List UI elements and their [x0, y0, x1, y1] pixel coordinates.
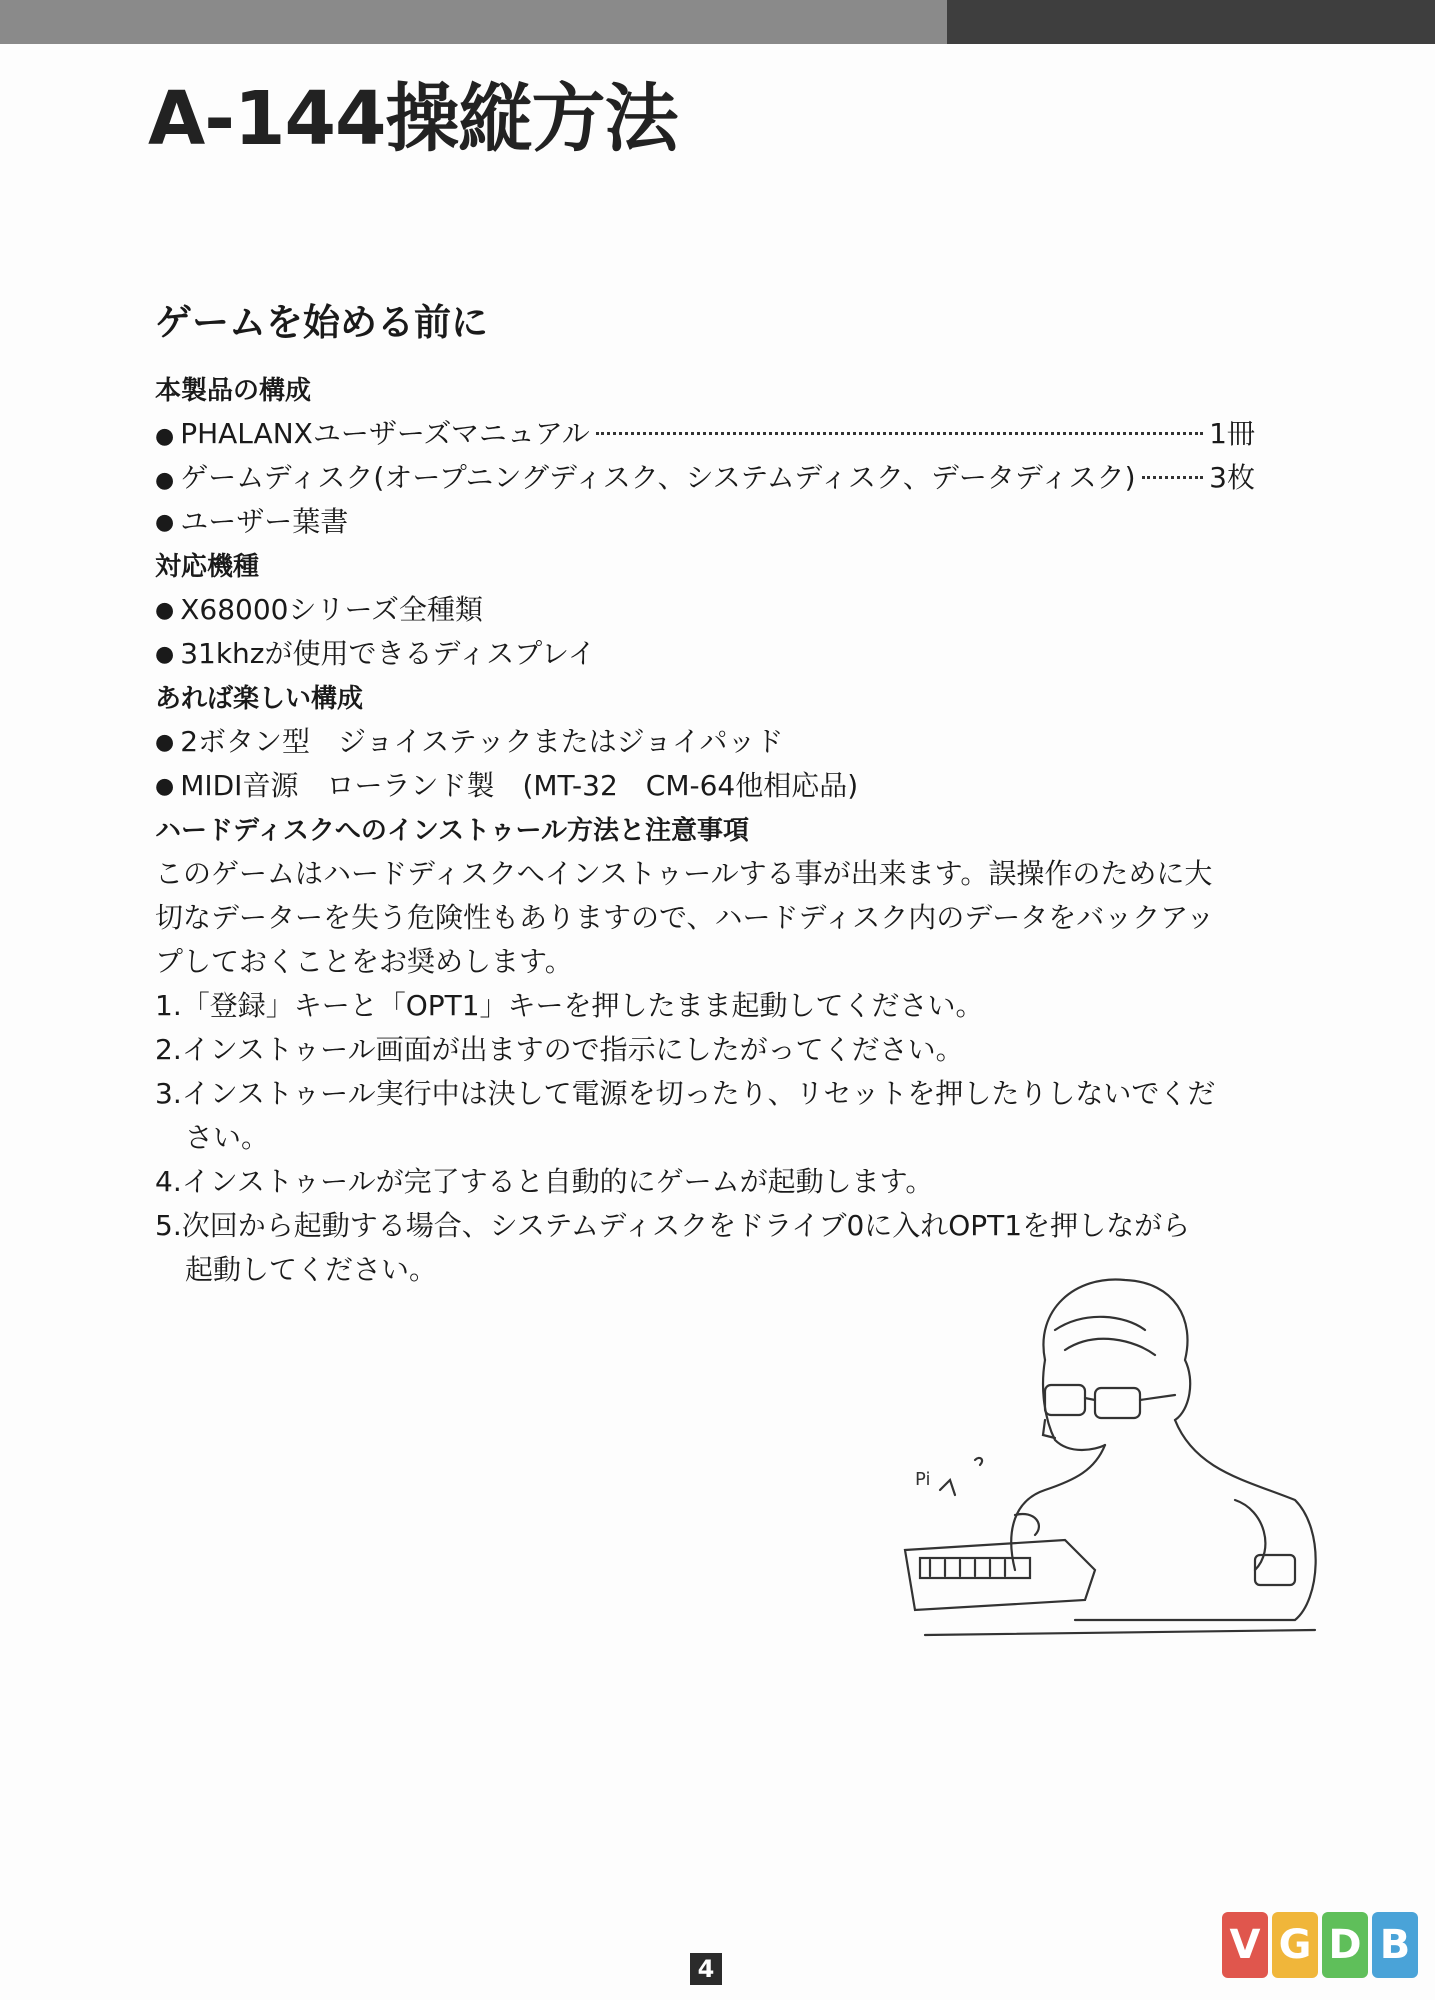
illustration-sound-text: Pi [915, 1469, 931, 1490]
component-item-manual: ● PHALANXユーザーズマニュアル 1冊 [155, 412, 1255, 452]
section-heading: ゲームを始める前に [155, 301, 488, 344]
logo-letter: D [1322, 1912, 1368, 1978]
illustration-man-at-computer [895, 1270, 1335, 1640]
header-bar-right [947, 0, 1435, 44]
component-item-postcard: ● ユーザー葉書 [155, 500, 348, 540]
logo-letter: G [1272, 1912, 1318, 1978]
install-intro-line: このゲームはハードディスクへインストゥールする事が出来ます。誤操作のために大 [155, 857, 1213, 890]
logo-letter: V [1222, 1912, 1268, 1978]
header-bar-left [0, 0, 947, 44]
compatible-item: ● 31khzが使用できるディスプレイ [155, 632, 596, 672]
compatible-item: ● X68000シリーズ全種類 [155, 588, 483, 628]
optional-item: ● 2ボタン型 ジョイステックまたはジョイパッド [155, 720, 784, 760]
optional-item: ● MIDI音源 ローランド製 (MT-32 CM-64他相応品) [155, 764, 858, 804]
optional-heading: あれば楽しい構成 [155, 684, 364, 714]
page-title: A-144操縦方法 [148, 76, 678, 162]
components-heading: 本製品の構成 [155, 376, 312, 406]
logo-letter: B [1372, 1912, 1418, 1978]
install-step: 1.「登録」キーと「OPT1」キーを押したまま起動してください。 [155, 989, 984, 1022]
install-step-continued: さい。 [185, 1121, 270, 1154]
component-item-disks: ● ゲームディスク(オープニングディスク、システムディスク、データディスク) 3枚 [155, 456, 1255, 496]
install-step: 4.インストゥールが完了すると自動的にゲームが起動します。 [155, 1165, 934, 1198]
leader-dots [1142, 476, 1204, 479]
install-step: 2.インストゥール画面が出ますので指示にしたがってください。 [155, 1033, 964, 1066]
install-intro-line: 切なデーターを失う危険性もありますので、ハードディスク内のデータをバックアッ [155, 901, 1215, 934]
install-heading: ハードディスクへのインストゥール方法と注意事項 [155, 816, 749, 846]
vgdb-logo [1222, 1912, 1418, 1978]
install-step: 3.インストゥール実行中は決して電源を切ったり、リセットを押したりしないでくだ [155, 1077, 1216, 1110]
leader-dots [596, 432, 1203, 435]
install-step-continued: 起動してください。 [185, 1253, 438, 1286]
install-step: 5.次回から起動する場合、システムディスクをドライブ0に入れOPT1を押しながら [155, 1209, 1191, 1242]
compatible-heading: 対応機種 [155, 552, 260, 582]
install-intro-line: プしておくことをお奨めします。 [155, 945, 573, 978]
page-number: 4 [690, 1953, 722, 1985]
